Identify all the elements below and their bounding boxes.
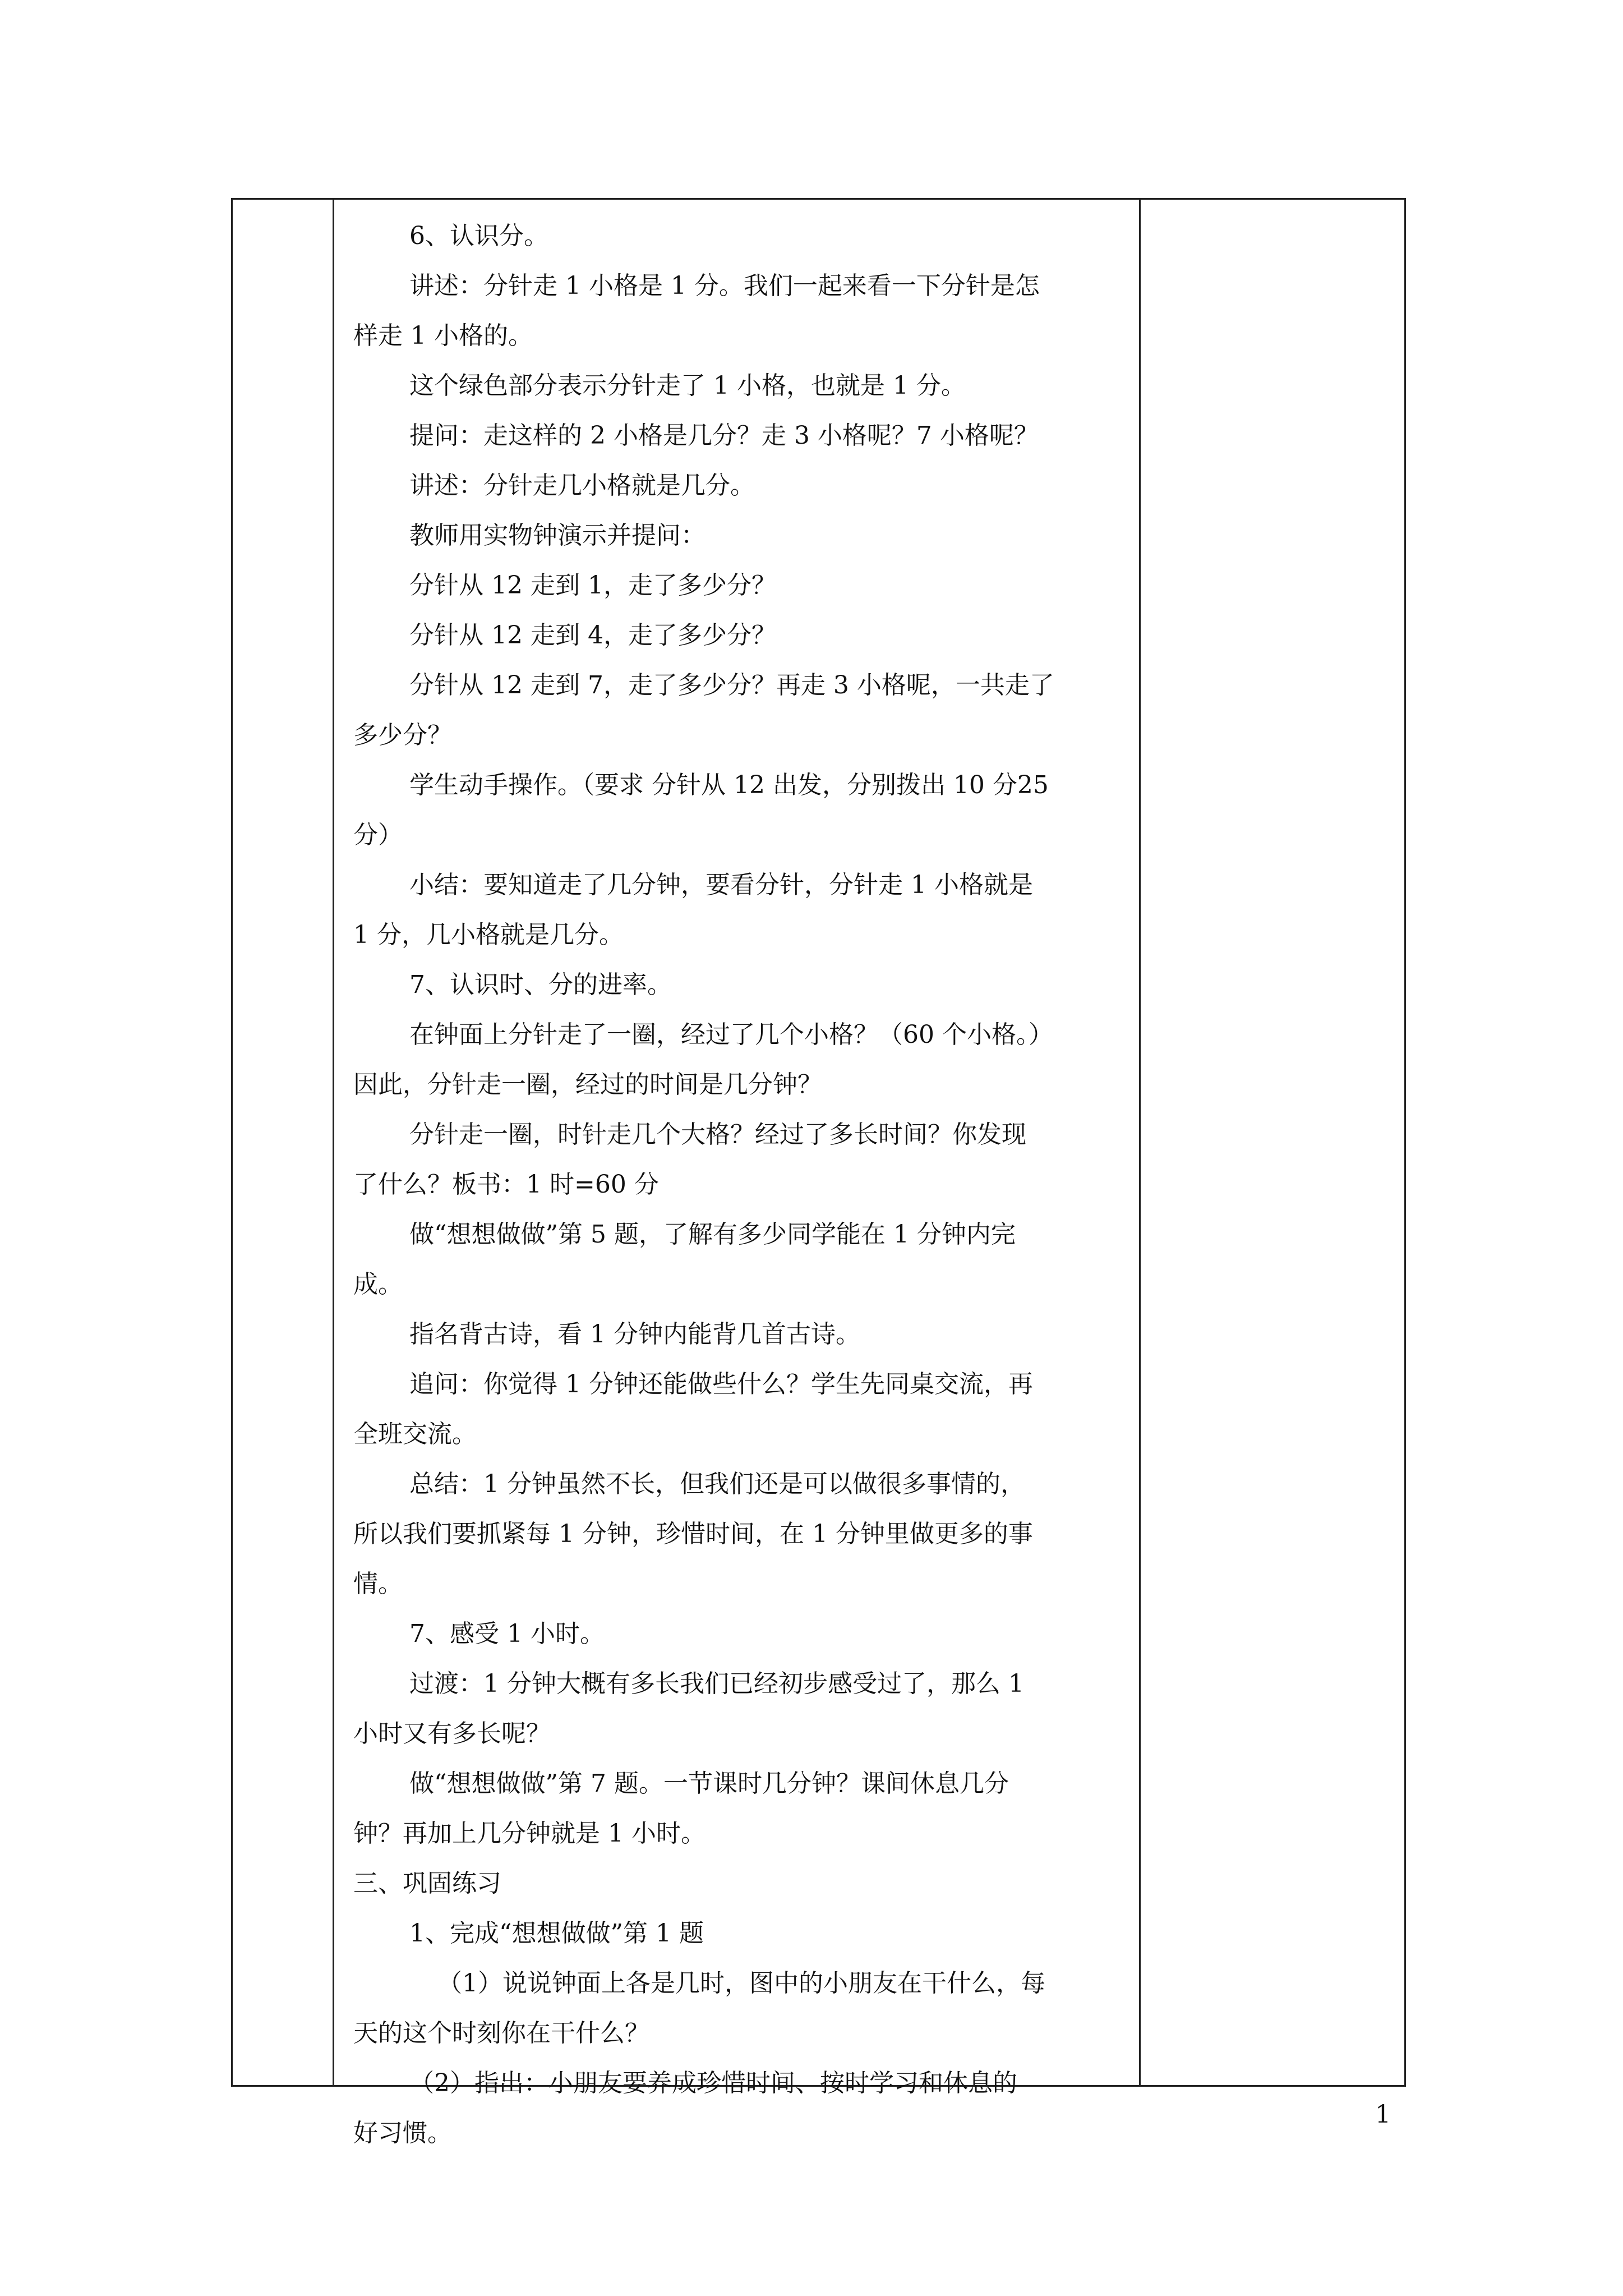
text-line: 做“想想做做”第 7 题。一节课时几分钟？课间休息几分 xyxy=(409,1769,1009,1798)
text-line: 总结：1 分钟虽然不长，但我们还是可以做很多事情的， xyxy=(409,1470,1025,1498)
text-line: （2）指出：小朋友要养成珍惜时间、按时学习和休息的 xyxy=(409,2069,1017,2097)
text-line: 过渡：1 分钟大概有多长我们已经初步感受过了，那么 1 xyxy=(409,1669,1024,1698)
text-line: 分针从 12 走到 1，走了多少分？ xyxy=(409,571,776,600)
text-line: 情。 xyxy=(353,1570,403,1598)
text-line: 追问：你觉得 1 分钟还能做些什么？学生先同桌交流，再 xyxy=(409,1370,1033,1398)
text-line: 分） xyxy=(353,821,403,849)
text-line: 分针走一圈，时针走几个大格？经过了多长时间？你发现 xyxy=(409,1120,1026,1149)
page-number: 1 xyxy=(1375,2100,1391,2129)
text-line: 样走 1 小格的。 xyxy=(353,321,533,350)
text-line: 讲述：分针走几小格就是几分。 xyxy=(409,471,755,500)
text-line: 钟？再加上几分钟就是 1 小时。 xyxy=(353,1819,706,1848)
text-line: 因此，分针走一圈，经过的时间是几分钟？ xyxy=(353,1070,822,1099)
text-line: 提问：走这样的 2 小格是几分？走 3 小格呢？7 小格呢？ xyxy=(409,421,1039,450)
text-line: 分针从 12 走到 4，走了多少分？ xyxy=(409,621,776,650)
text-line: 6、认识分。 xyxy=(409,222,548,250)
text-line: 7、认识时、分的进率。 xyxy=(409,970,672,999)
lesson-content xyxy=(353,211,1152,2158)
text-line: 小时又有多长呢？ xyxy=(353,1719,551,1748)
text-line: 做“想想做做”第 5 题，了解有多少同学能在 1 分钟内完 xyxy=(409,1220,1016,1249)
text-line: 教师用实物钟演示并提问： xyxy=(409,521,706,550)
section-heading: 三、巩固练习 xyxy=(353,1869,501,1898)
text-line: 1、完成“想想做做”第 1 题 xyxy=(409,1919,704,1948)
text-line: 天的这个时刻你在干什么？ xyxy=(353,2019,649,2047)
text-line: 好习惯。 xyxy=(353,2119,452,2147)
text-line: 讲述：分针走 1 小格是 1 分。我们一起来看一下分针是怎 xyxy=(409,272,1040,300)
text-line: 多少分？ xyxy=(353,721,452,749)
text-line: 在钟面上分针走了一圈，经过了几个小格？（60 个小格。） xyxy=(409,1020,1053,1049)
text-line: 7、感受 1 小时。 xyxy=(409,1619,605,1648)
text-line: 指名背古诗，看 1 分钟内能背几首古诗。 xyxy=(409,1320,860,1349)
text-line: 这个绿色部分表示分针走了 1 小格，也就是 1 分。 xyxy=(409,371,966,400)
text-line: （1）说说钟面上各是几时，图中的小朋友在干什么，每 xyxy=(437,1969,1045,1998)
column-divider-1 xyxy=(333,200,334,2085)
lesson-plan-table xyxy=(231,198,1406,2147)
text-line: 学生动手操作。（要求 分针从 12 出发，分别拨出 10 分25 xyxy=(409,771,1049,799)
text-line: 所以我们要抓紧每 1 分钟，珍惜时间，在 1 分钟里做更多的事 xyxy=(353,1520,1033,1548)
text-line: 了什么？板书：1 时=60 分 xyxy=(353,1170,659,1199)
text-line: 1 分，几小格就是几分。 xyxy=(353,921,624,949)
text-line: 小结：要知道走了几分钟，要看分针，分针走 1 小格就是 xyxy=(409,871,1033,899)
text-line: 成。 xyxy=(353,1270,403,1299)
text-line: 分针从 12 走到 7，走了多少分？再走 3 小格呢，一共走了 xyxy=(409,671,1054,700)
text-line: 全班交流。 xyxy=(353,1420,477,1448)
